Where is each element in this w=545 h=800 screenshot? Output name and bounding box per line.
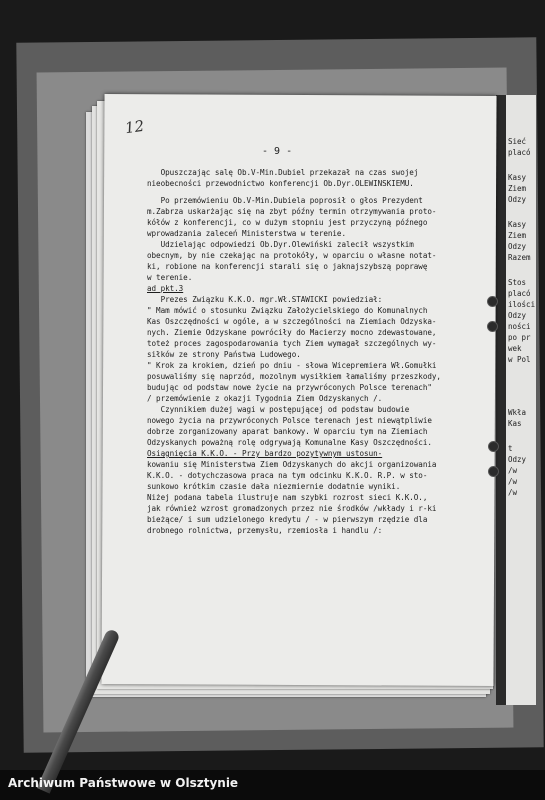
binding-spine bbox=[496, 95, 506, 705]
adjacent-text-fragment: /w bbox=[508, 477, 518, 486]
document-text bbox=[147, 167, 492, 536]
text-line: m.Zabrza uskarżając się na zbyt późny termin otrzymywania proto- bbox=[147, 207, 437, 216]
text-line: Czynnikiem dużej wagi w postępującej od podstaw budowie bbox=[147, 405, 410, 414]
text-line: w terenie. bbox=[147, 273, 193, 282]
text-line: toteż proces zagospodarowania tych Ziem wymagał szczególnych wy- bbox=[147, 339, 437, 348]
text-line: wprowadzania zaleceń Ministerstwa w terenie. bbox=[147, 229, 346, 238]
adjacent-text-fragment: Kas bbox=[508, 419, 522, 428]
text-line: / przemówienie z okazji Tygodnia Ziem Odzyskanych /. bbox=[147, 394, 383, 403]
text-line: budując od podstaw nowe życie na przywróconych Polsce terenach" bbox=[147, 383, 432, 392]
text-line: Niżej podana tabela ilustruje nam szybki rozrost sieci K.K.O., bbox=[147, 493, 428, 502]
archive-caption: Archiwum Państwowe w Olsztynie bbox=[8, 776, 239, 790]
page-header: - 9 - bbox=[262, 146, 293, 157]
text-line: nych. Ziemie Odzyskane powróciły do Macierzy mocno zdewastowane, bbox=[147, 328, 437, 337]
text-line: Kas Oszczędności w ogóle, a w szczególności na Ziemiach Odzyska- bbox=[147, 317, 437, 326]
text-line: Opuszczając salę Ob.V-Min.Dubiel przekazał na czas swojej bbox=[147, 168, 419, 177]
adjacent-text-fragment: ności bbox=[508, 322, 531, 331]
text-line: kowaniu się Ministerstwa Ziem Odzyskanych do akcji organizowania bbox=[147, 460, 437, 469]
text-line: kółów z konferencji, co w dużym stopniu jest przyczyną późnego bbox=[147, 218, 428, 227]
adjacent-text-fragment: /w bbox=[508, 488, 518, 497]
text-line: Osiągnięcia K.K.O. - Przy bardzo pozytywnym ustosun- bbox=[147, 449, 383, 458]
adjacent-text-fragment: w Pol bbox=[508, 355, 531, 364]
adjacent-text-fragment: Wkła bbox=[508, 408, 527, 417]
text-line: jak również wzrost gromadzonych przez nie środków /wkłady i r-ki bbox=[147, 504, 437, 513]
adjacent-text-fragment: Kasy bbox=[508, 173, 527, 182]
text-line: nowego życia na przywróconych Polsce terenach jest niewątpliwie bbox=[147, 416, 432, 425]
text-line: Odzyskanych poważną rolę odgrywają Komunalne Kasy Oszczędności. bbox=[147, 438, 432, 447]
adjacent-text-fragment: placó bbox=[508, 148, 531, 157]
adjacent-text-fragment: placó bbox=[508, 289, 531, 298]
text-line: ad pkt.3 bbox=[147, 284, 184, 293]
adjacent-text-fragment: Odzy bbox=[508, 311, 527, 320]
text-line: " Mam mówić o stosunku Związku Założycielskiego do Komunalnych bbox=[147, 306, 428, 315]
adjacent-text-fragment: t bbox=[508, 444, 513, 453]
adjacent-text-fragment: po pr bbox=[508, 333, 531, 342]
adjacent-page bbox=[496, 95, 536, 705]
text-line: nieobecności przewodnictwo konferencji Ob.Dyr.OLEWINSKIEMU. bbox=[147, 179, 414, 188]
adjacent-text-fragment: ilości bbox=[508, 300, 536, 309]
text-line: Po przemówieniu Ob.V-Min.Dubiela poprosił o głos Prezydent bbox=[147, 196, 423, 205]
text-line: drobnego rolnictwa, przemysłu, rzemiosła i handlu /: bbox=[147, 526, 383, 535]
adjacent-text-fragment: Kasy bbox=[508, 220, 527, 229]
adjacent-text-fragment: /w bbox=[508, 466, 518, 475]
text-line: " Krok za krokiem, dzień po dniu - słowa Wicepremiera Wł.Gomułki bbox=[147, 361, 437, 370]
text-line: obecnym, by nie czekając na protokóły, w oparciu o własne notat- bbox=[147, 251, 437, 260]
text-line: Udzielając odpowiedzi Ob.Dyr.Olewiński zalecił wszystkim bbox=[147, 240, 414, 249]
text-line: bieżące/ i sum udzielonego kredytu / - w pierwszym rzędzie dla bbox=[147, 515, 428, 524]
adjacent-text-fragment: Ziem bbox=[508, 231, 527, 240]
adjacent-text-fragment: wek bbox=[508, 344, 522, 353]
adjacent-text-fragment: Odzy bbox=[508, 242, 527, 251]
text-line: ki, robione na konferencji starali się o jaknajszybszą poprawę bbox=[147, 262, 428, 271]
handwritten-page-number: 12 bbox=[123, 116, 146, 138]
text-line: K.K.O. - dotychczasowa praca na tym odcinku K.K.O. R.P. w sto- bbox=[147, 471, 428, 480]
adjacent-text-fragment: Stos bbox=[508, 278, 527, 287]
text-line: dobrze zorganizowany aparat bankowy. W oparciu tym na Ziemiach bbox=[147, 427, 428, 436]
adjacent-text-fragment: Odzy bbox=[508, 195, 527, 204]
text-line: sunkowo krótkim czasie dała niezmiernie dodatnie wyniki. bbox=[147, 482, 401, 491]
adjacent-text-fragment: Sieć bbox=[508, 137, 527, 146]
text-line: posuwaliśmy się naprzód, mozolnym wysiłkiem łamaliśmy przeszkody, bbox=[147, 372, 441, 381]
adjacent-text-fragment: Ziem bbox=[508, 184, 527, 193]
text-line: Prezes Związku K.K.O. mgr.Wł.STAWICKI powiedział: bbox=[147, 295, 383, 304]
adjacent-text-fragment: Razem bbox=[508, 253, 531, 262]
text-line: siłków ze strony Państwa Ludowego. bbox=[147, 350, 301, 359]
adjacent-text-fragment: Odzy bbox=[508, 455, 527, 464]
